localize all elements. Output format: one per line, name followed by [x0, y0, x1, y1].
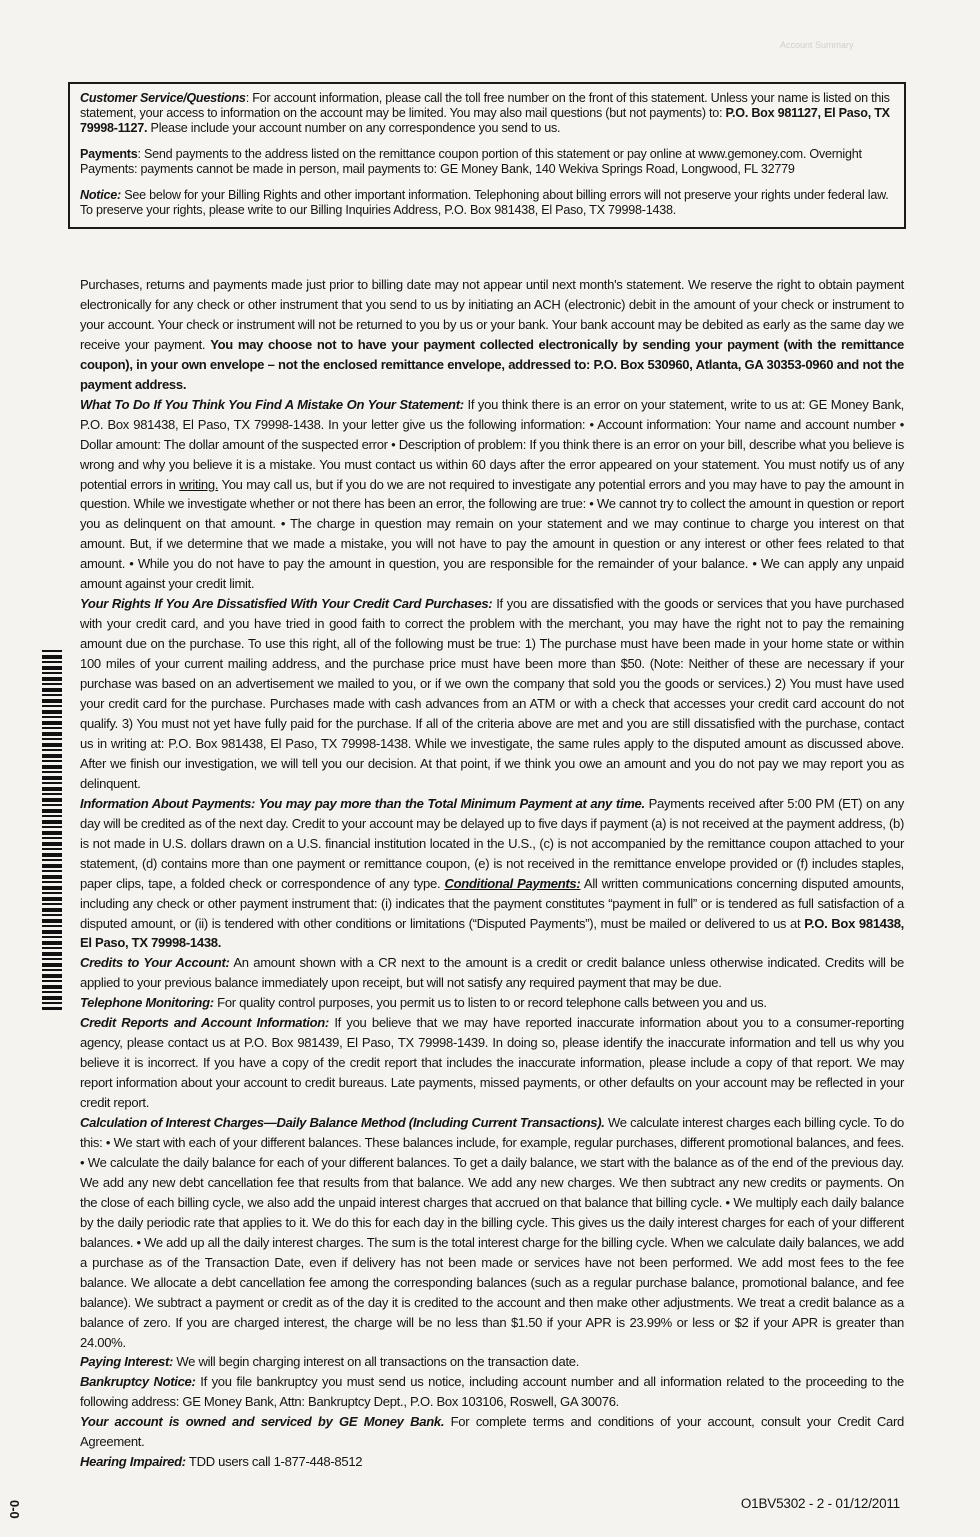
hearing-heading: Hearing Impaired:	[80, 1454, 186, 1470]
notice-text: See below for your Billing Rights and other important information. Telephoning about billing errors will not preserve your rights under federal law. To preserve your rights, please write to our Billing Inquiries Address, P.O. Box 981438, El Paso, TX 79998-1438.	[80, 188, 889, 217]
notice-label: Notice:	[80, 188, 121, 202]
customer-service-label: Customer Service/Questions	[80, 91, 246, 105]
payments-label: Payments	[80, 147, 138, 161]
paying-interest-paragraph	[80, 1352, 904, 1372]
rights-heading: Your Rights If You Are Dissatisfied With Your Credit Card Purchases:	[80, 596, 493, 612]
payment-info-heading: Information About Payments: You may pay more than the Total Minimum Payment at any time.	[80, 795, 645, 811]
hearing-paragraph	[80, 1452, 904, 1472]
telephone-text: For quality control purposes, you permit us to listen to or record telephone calls between you and us.	[213, 995, 767, 1011]
interest-calc-heading: Calculation of Interest Charges—Daily Balance Method (Including Current Transactions).	[80, 1115, 605, 1131]
purchases-text: Purchases, returns and payments made just prior to billing date may not appear until next month's statement. We reserve the right to obtain payment electronically for any check or other instrument that you send to us by initiating an ACH (electronic) debit in the amount of your check or instrument to your account. Your check or instrument will not be returned to you by us or your bank. Your bank account may be debited as early as the same day we receive your payment.	[80, 277, 904, 352]
credit-reports-heading: Credit Reports and Account Information:	[80, 1015, 329, 1031]
customer-service-text: For account information, please call the toll free number on the front of this statement. Unless your name is listed on this statement, your access to information on the account may be limited. You may also mail questions (but not payments) to:	[80, 91, 890, 120]
interest-calc-text: We calculate interest charges each billing cycle. To do this: • We start with each of your different balances. These balances include, for example, regular purchases, different promotional balances, and fees. • We calculate the daily balance for each of your different balances. To get a daily balance, we start with the balance as of the end of the previous day. We add any new debt cancellation fee that results from that balance. We add any new charges. We then subtract any new credits or payments. On the close of each billing cycle, we also add the unpaid interest charges that accrued on that balance that billing cycle. • We multiply each daily balance by the daily periodic rate that applies to it. We do this for each day in the billing cycle. This gives us the daily interest charges for each of your different balances. • We add up all the daily interest charges. The sum is the total interest charge for the billing cycle. When we calculate daily balances, we add a purchase as of the Transaction Date, even if delivery has not been made or services have not been performed. We add most fees to the fee balance. We allocate a debt cancellation fee among the corresponding balances (such as a regular purchase balance, promotional balance, and fee balance). We subtract a payment or credit as of the day it is credited to the account and then make other adjustments. We treat a credit balance as a balance of zero. If you are charged interest, the charge will be no less than $1.50 if your APR is 23.99% or less or $2 if your APR is greater than 24.00%.	[80, 1115, 904, 1350]
customer-service-box	[68, 82, 906, 229]
rights-text: If you are dissatisfied with the goods or services that you have purchased with your credit card, and you have tried in good faith to correct the problem with the merchant, you may have the right not to pay the remaining amount due on the purchase. To use this right, all of the following must be true: 1) The purchase must have been made in your home state or within 100 miles of your current mailing address, and the purchase price must have been more than $50. (Note: Neither of these are necessary if your purchase was based on an advertisement we mailed to you, or if we own the company that sold you the goods or services.) 2) You must have used your credit card for the purchase. Purchases made with cash advances from an ATM or with a check that accesses your credit card account do not qualify. 3) You must not yet have fully paid for the purchase. If all of the criteria above are met and you are still dissatisfied with the purchase, contact us in writing at: P.O. Box 981438, El Paso, TX 79998-1438. While we investigate, the same rules apply to the disputed amount as discussed above. After we finish our investigation, we will tell you our decision. At that point, if we think you owe an amount and you do not pay we may report you as delinquent.	[80, 596, 904, 791]
bankruptcy-paragraph	[80, 1372, 904, 1412]
owned-paragraph	[80, 1412, 904, 1452]
rights-paragraph	[80, 594, 904, 794]
owned-heading: Your account is owned and serviced by GE Money Bank.	[80, 1414, 445, 1430]
payments-paragraph: Payments: Send payments to the address listed on the remittance coupon portion of this statement or pay online at www.gemoney.com. Overnight Payments: payments cannot be made in person, mail payments to: GE Money Bank, 140 Wekiva Springs Road, Longwood, FL 32779	[80, 147, 862, 176]
payment-info-text: Payments received after 5:00 PM (ET) on any day will be credited as of the next day. Credit to your account may be delayed up to five days if payment (a) is not received at the payment address, (b) is not made in U.S. dollars drawn on a U.S. financial institution located in the U.S., (c) is not accompanied by the remittance coupon attached to your statement, (d) contains more than one payment or remittance coupon, (e) is not received in the remittance envelope provided or (f) includes staples, paper clips, tape, a folded check or correspondence of any type.	[80, 795, 904, 891]
customer-service-text-2: Please include your account number on any correspondence you send to us.	[147, 121, 561, 135]
payment-info-paragraph	[80, 794, 904, 954]
bankruptcy-text: If you file bankruptcy you must send us notice, including account number and all information related to the proceeding to the following address: GE Money Bank, Attn: Bankruptcy Dept., P.O. Box 103106, Roswell, GA 30076.	[80, 1374, 904, 1410]
barcode	[42, 650, 62, 1010]
paying-interest-text: We will begin charging interest on all transactions on the transaction date.	[173, 1354, 580, 1370]
credit-reports-text: If you believe that we may have reported inaccurate information about you to a consumer-reporting agency, please contact us at P.O. Box 981439, El Paso, TX 79998-1439. In doing so, please identify the inaccurate information and tell us why you believe it is incorrect. If you have a copy of the credit report that includes the inaccurate information, please include a copy of that report. We may report information about your account to credit bureaus. Late payments, missed payments, or other defaults on your account may be reflected in your credit report.	[80, 1015, 904, 1111]
bankruptcy-heading: Bankruptcy Notice:	[80, 1374, 196, 1390]
mistake-heading: What To Do If You Think You Find A Mistake On Your Statement:	[80, 396, 464, 412]
credits-heading: Credits to Your Account:	[80, 955, 230, 971]
conditional-payments-heading: Conditional Payments:	[444, 875, 581, 891]
payments-text: Send payments to the address listed on the remittance coupon portion of this statement or pay online at www.gemoney.com. Overnight Payments: payments cannot be made in person, mail payments to: GE Money Bank, 140 Wekiva Springs Road, Longwood, FL 32779	[80, 147, 862, 176]
telephone-paragraph	[80, 993, 904, 1013]
terms-body	[80, 275, 904, 1472]
mistake-paragraph	[80, 395, 904, 595]
interest-calc-paragraph	[80, 1113, 904, 1352]
paying-interest-heading: Paying Interest:	[80, 1354, 174, 1370]
customer-service-paragraph: Customer Service/Questions: For account information, please call the toll free number on the front of this statement. Unless your name is listed on this statement, your access to information on the account may be limited. You may also mail questions (but not payments) to: P.O. Box 981127, El Paso, TX 79998-1127. Please include your account number on any correspondence you send to us.	[80, 91, 890, 135]
side-code: 0-0	[7, 1500, 22, 1519]
notice-paragraph	[80, 188, 894, 218]
credits-paragraph	[80, 953, 904, 993]
purchases-paragraph	[80, 275, 904, 395]
credit-reports-paragraph	[80, 1013, 904, 1113]
mistake-text: If you think there is an error on your statement, write to us at: GE Money Bank, P.O. Box 981438, El Paso, TX 79998-1438. In your letter give us the following information: • Account information: Your name and account number • Dollar amount: The dollar amount of the suspected error • Description of problem: If you think there is an error on your bill, describe what you believe is wrong and why you believe it is a mistake. You must contact us within 60 days after the error appeared on your statement. You must notify us of any potential errors in	[80, 396, 905, 492]
telephone-heading: Telephone Monitoring:	[80, 995, 214, 1011]
bleed-through-text: Account Summary	[780, 40, 854, 50]
owned-text: For complete terms and conditions of your account, consult your Credit Card Agreement.	[80, 1414, 904, 1450]
mistake-text-2: You may call us, but if you do we are not required to investigate any potential errors and you may have to pay the amount in question. While we investigate whether or not there has been an error, the following are true: • We cannot try to collect the amount in question or report you as delinquent on that amount. • The charge in question may remain on your statement and we may continue to charge you interest on that amount. But, if we determine that we made a mistake, you will not have to pay the amount in question or any interest or other fees related to that amount. • While you do not have to pay the amount in question, you are responsible for the remainder of your balance. • We can apply any unpaid amount against your credit limit.	[80, 476, 904, 592]
credits-text: An amount shown with a CR next to the amount is a credit or credit balance unless otherwise indicated. Credits will be applied to your previous balance immediately upon receipt, but will not satisfy any required payment that may be due.	[80, 955, 904, 991]
customer-service-address: P.O. Box 981127, El Paso, TX 79998-1127.	[80, 106, 890, 135]
hearing-text: TDD users call 1-877-448-8512	[185, 1454, 363, 1470]
footer-code: O1BV5302 - 2 - 01/12/2011	[740, 1496, 900, 1511]
purchases-bold-text: You may choose not to have your payment collected electronically by sending your payment (with the remittance coupon), in your own envelope – not the enclosed remittance envelope, addressed to: P.O. Box 530960, Atlanta, GA 30353-0960 and not the payment address.	[80, 336, 904, 392]
mistake-underlined-word: writing.	[179, 476, 219, 492]
conditional-payments-text: All written communications concerning disputed amounts, including any check or other payment instrument that: (i) indicates that the payment constitutes “payment in full” or is tendered as full satisfaction of a disputed amount, or (ii) is tendered with other conditions or limitations (“Disputed Payments”), must be mailed or delivered to us at	[80, 875, 904, 931]
conditional-payments-address: P.O. Box 981438, El Paso, TX 79998-1438.	[80, 915, 904, 951]
